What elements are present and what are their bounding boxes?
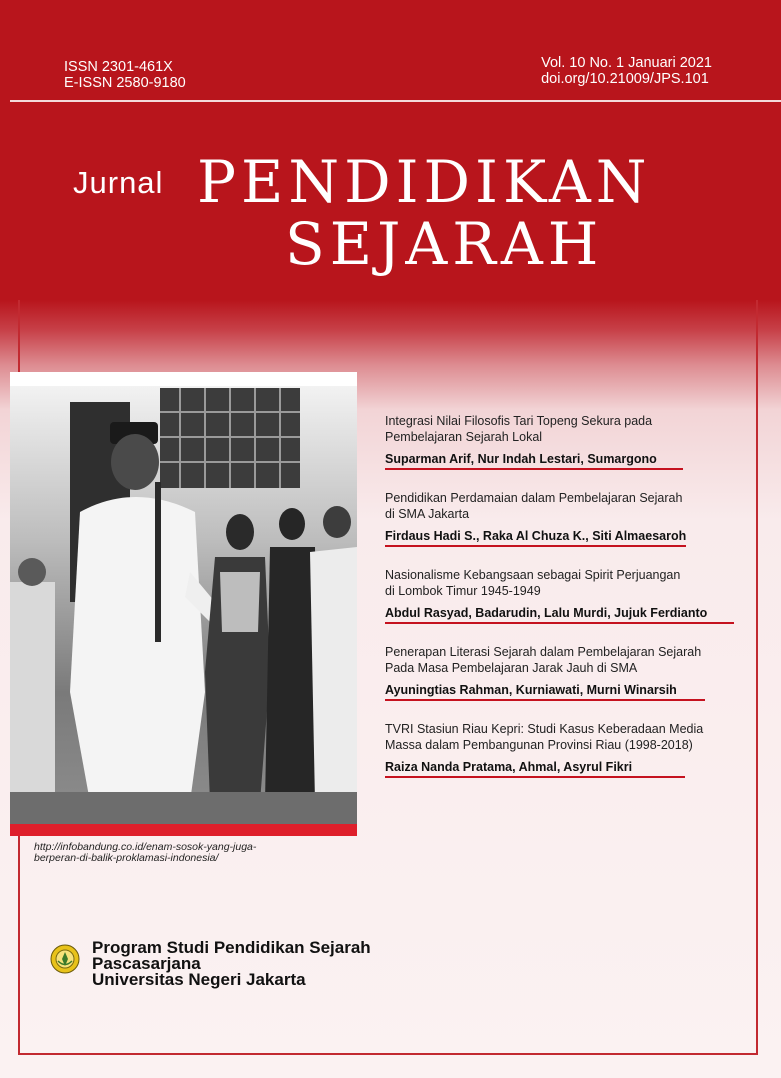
cover-photo: [10, 372, 357, 824]
article-authors: Abdul Rasyad, Badarudin, Lalu Murdi, Jujuk Ferdianto: [385, 606, 708, 620]
article-item[interactable]: [385, 644, 705, 701]
publisher-text: [92, 940, 371, 988]
article-title-line: Nasionalisme Kebangsaan sebagai Spirit Perjuangan: [385, 568, 681, 582]
issn-electronic: E-ISSN 2580-9180: [64, 75, 186, 91]
photo-caption-line2: berperan-di-balik-proklamasi-indonesia/: [34, 852, 219, 864]
journal-title-line2: SEJARAH: [285, 210, 604, 278]
journal-prefix: Jurnal: [73, 165, 164, 200]
article-item[interactable]: [385, 721, 704, 778]
photo-caption-line1: http://infobandung.co.id/enam-sosok-yang-juga-: [34, 841, 257, 853]
article-title-line: Penerapan Literasi Sejarah dalam Pembelajaran Sejarah: [385, 645, 702, 659]
article-title-line: Pada Masa Pembelajaran Jarak Jauh di SMA: [385, 661, 638, 675]
article-list: [385, 413, 745, 778]
article-underline: [385, 545, 686, 547]
article-item[interactable]: [385, 490, 686, 547]
article-item[interactable]: [385, 413, 683, 470]
frame-right-border: [756, 300, 758, 1055]
article-authors: Ayuningtias Rahman, Kurniawati, Murni Winarsih: [385, 683, 677, 697]
article-title-line: Integrasi Nilai Filosofis Tari Topeng Sekura pada: [385, 414, 653, 428]
article-underline: [385, 622, 734, 624]
volume-issue: Vol. 10 No. 1 Januari 2021: [541, 55, 712, 71]
volume-block: [541, 55, 712, 87]
article-authors: Firdaus Hadi S., Raka Al Chuza K., Siti Almaesaroh: [385, 529, 687, 543]
doi-link[interactable]: doi.org/10.21009/JPS.101: [541, 71, 709, 87]
article-underline: [385, 776, 685, 778]
article-underline: [385, 468, 683, 470]
article-item[interactable]: [385, 567, 734, 624]
article-authors: Suparman Arif, Nur Indah Lestari, Sumargono: [385, 452, 657, 466]
publisher-faculty: Pascasarjana: [92, 954, 201, 973]
university-emblem-icon: [50, 944, 80, 974]
issn-print: ISSN 2301-461X: [64, 59, 173, 75]
photo-caption[interactable]: [34, 842, 256, 864]
article-title-line: Massa dalam Pembangunan Provinsi Riau (1998-2018): [385, 738, 693, 752]
article-title-line: di Lombok Timur 1945-1949: [385, 584, 541, 598]
article-underline: [385, 699, 705, 701]
publisher-university: Universitas Negeri Jakarta: [92, 970, 306, 989]
photo-accent-bar: [10, 824, 357, 836]
header-divider: [10, 100, 781, 102]
journal-title-line1: PENDIDIKAN: [197, 148, 652, 216]
article-authors: Raiza Nanda Pratama, Ahmal, Asyrul Fikri: [385, 760, 633, 774]
article-title-line: TVRI Stasiun Riau Kepri: Studi Kasus Keberadaan Media: [385, 722, 704, 736]
publisher-program: Program Studi Pendidikan Sejarah: [92, 938, 371, 957]
article-title-line: di SMA Jakarta: [385, 507, 470, 521]
issn-block: [64, 59, 186, 91]
historical-photo-illustration: [10, 372, 357, 824]
article-title-line: Pendidikan Perdamaian dalam Pembelajaran Sejarah: [385, 491, 683, 505]
article-title-line: Pembelajaran Sejarah Lokal: [385, 430, 543, 444]
frame-bottom-border: [18, 1053, 758, 1055]
